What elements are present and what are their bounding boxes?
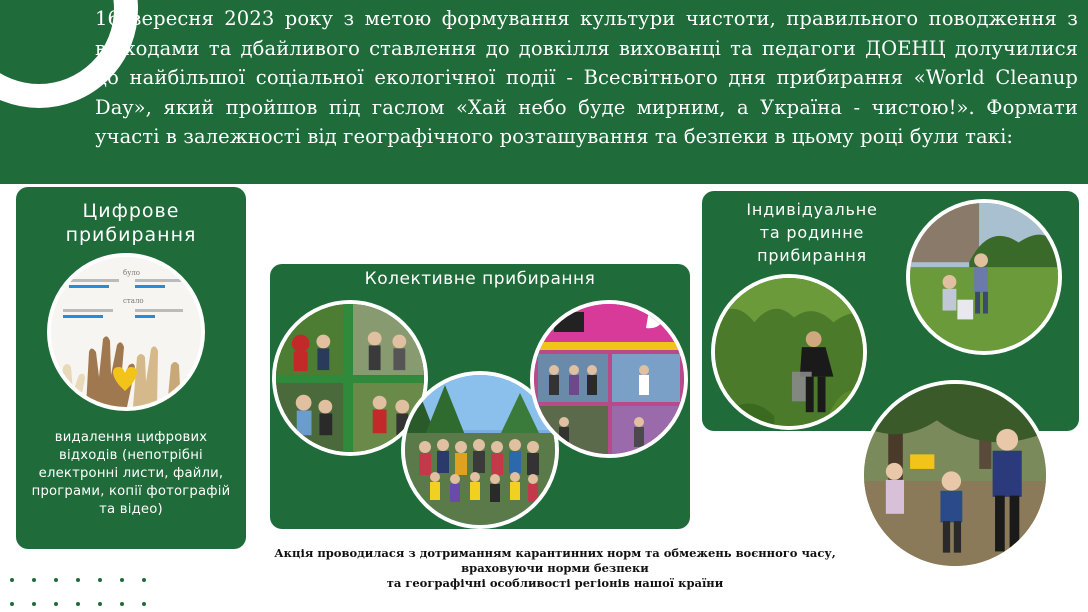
dot — [10, 578, 14, 582]
digital-title-line1: Цифрове — [82, 200, 180, 222]
dot — [142, 578, 146, 582]
dot — [120, 578, 124, 582]
individual-photo-children — [906, 199, 1062, 355]
digital-title-line2: прибирання — [65, 224, 197, 246]
footer-line1: Акція проводилася з дотриманням карантинних норм та обмежень воєнного часу, — [274, 546, 836, 560]
family-cleanup-illustration — [864, 384, 1046, 566]
collective-event-collage — [530, 300, 688, 458]
individual-photo-family — [860, 380, 1050, 570]
collage-illustration — [276, 304, 424, 452]
individual-photo-grass — [711, 274, 867, 430]
dot — [10, 602, 14, 606]
dot — [98, 602, 102, 606]
children-cleanup-illustration — [910, 203, 1058, 351]
footer-line2: враховуючи норми безпеки — [461, 561, 649, 575]
grass-cleanup-illustration — [715, 278, 863, 426]
dot — [142, 602, 146, 606]
intro-paragraph: 16 вересня 2023 року з метою формування культури чистоти, правильного поводження з відходами та дбайливого ставлення до довкілля вихованці та педагоги ДОЕНЦ долучилися до найбільшої соціальної екологічної події - Всесвітнього дня прибирання «World Cleanup Day», який пройшов під гаслом «Хай небо буде мирним, а Україна - чистою!». Формати участі в залежності від географічного розташування та безпеки в цьому році були такі: — [95, 7, 1078, 148]
dot — [120, 602, 124, 606]
dot — [98, 578, 102, 582]
individual-cleanup-title — [712, 198, 912, 267]
collective-cleanup-title: Колективне прибирання — [364, 269, 596, 289]
decorative-dots — [10, 576, 170, 612]
dot — [76, 578, 80, 582]
dot — [54, 602, 58, 606]
individual-title-line3: прибирання — [757, 246, 867, 265]
after-label: стало — [123, 297, 144, 305]
dot — [54, 578, 58, 582]
individual-title-line1: Індивідуальне — [746, 200, 878, 219]
before-label: було — [123, 269, 140, 277]
event-collage-illustration — [534, 304, 684, 454]
dot — [32, 602, 36, 606]
intro-banner — [0, 0, 1088, 184]
digital-cleanup-title — [16, 199, 246, 247]
storage-screenshot-illustration — [51, 257, 201, 407]
individual-title-line2: та родинне — [759, 223, 865, 242]
footer-line3: та географічні особливості регіонів нашої країни — [386, 576, 724, 590]
dot — [76, 602, 80, 606]
dot — [32, 578, 36, 582]
digital-cleanup-description: видалення цифрових відходів (непотрібні електронні листи, файли, програми, копії фотографій та відео) — [31, 430, 231, 517]
digital-cleanup-photo — [47, 253, 205, 411]
footer-note — [250, 546, 860, 591]
